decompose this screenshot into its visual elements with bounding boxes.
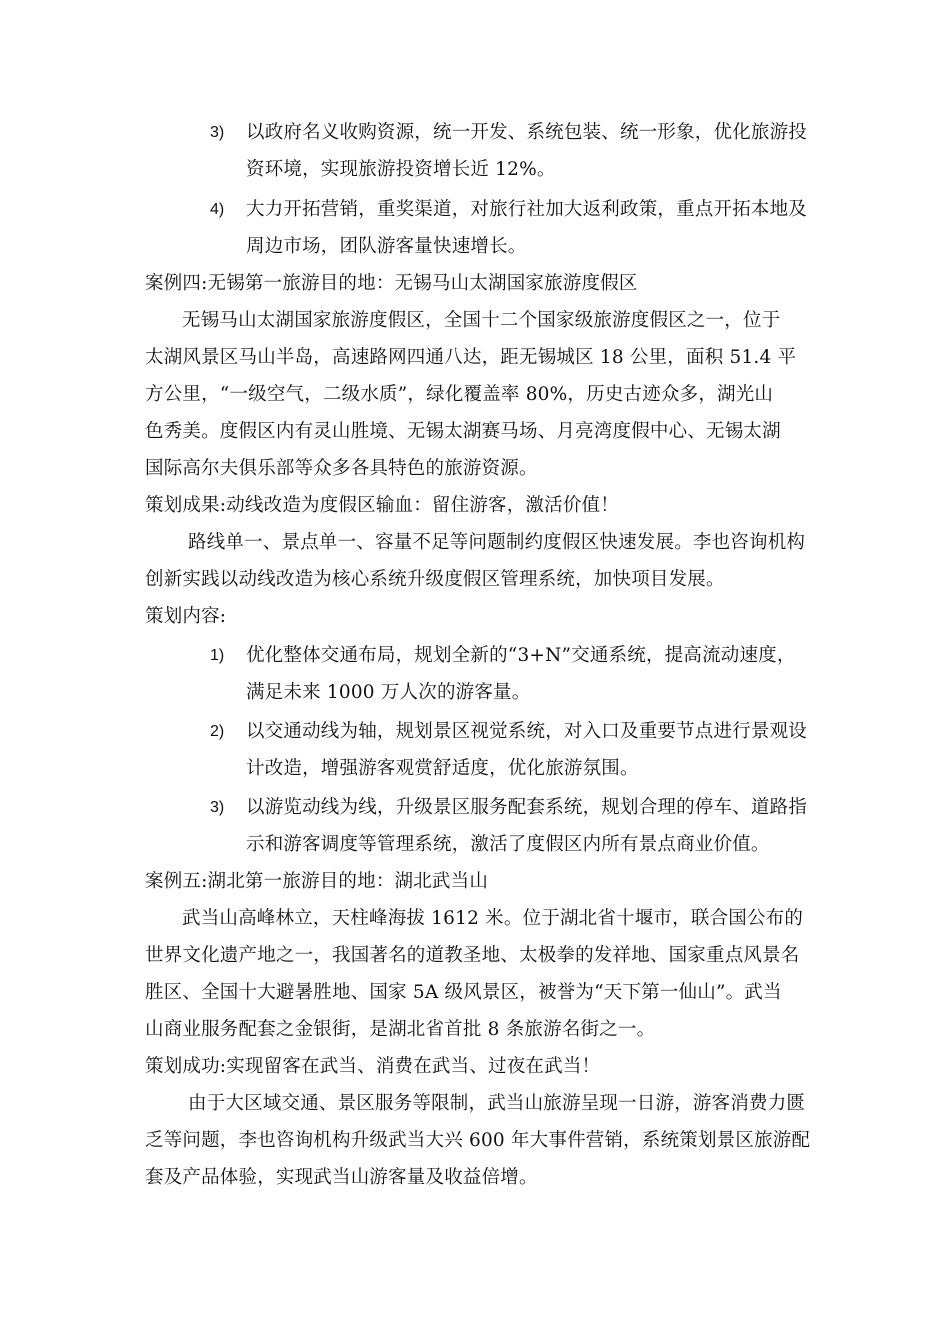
section-heading: 案例四:无锡第一旅游目的地：无锡马山太湖国家旅游度假区 — [145, 273, 638, 294]
list-item-line: 满足未来 1000 万人次的游客量。 — [246, 682, 531, 703]
section-heading: 策划内容: — [145, 606, 227, 627]
paragraph-line: 胜区、全国十大避暑胜地、国家 5A 级风景区，被誉为“天下第一仙山”。武当 — [145, 982, 782, 1003]
list-item-line: 以游览动线为线，升级景区服务配套系统，规划合理的停车、道路指 — [246, 797, 808, 818]
list-item-line: 以交通动线为轴，规划景区视觉系统，对入口及重要节点进行景观设 — [246, 721, 808, 742]
paragraph-line: 国际高尔夫俱乐部等众多各具特色的旅游资源。 — [145, 458, 538, 479]
paragraph-line: 路线单一、景点单一、容量不足等问题制约度假区快速发展。李也咨询机构 — [188, 532, 806, 553]
list-item-line: 计改造，增强游客观赏舒适度，优化旅游氛围。 — [246, 758, 639, 779]
paragraph-line: 无锡马山太湖国家旅游度假区，全国十二个国家级旅游度假区之一，位于 — [182, 310, 781, 331]
list-number: 4) — [210, 201, 225, 218]
list-number: 1) — [210, 647, 225, 664]
section-heading: 案例五:湖北第一旅游目的地：湖北武当山 — [145, 871, 489, 892]
list-number: 2) — [210, 723, 225, 740]
list-item-line: 资环境，实现旅游投资增长近 12%。 — [246, 159, 556, 180]
list-item-line: 优化整体交通布局，规划全新的“3+N”交通系统，提高流动速度， — [246, 645, 796, 666]
section-heading: 策划成果:动线改造为度假区输血：留住游客，激活价值！ — [145, 495, 619, 516]
paragraph-line: 乏等问题，李也咨询机构升级武当大兴 600 年大事件营销，系统策划景区旅游配 — [145, 1130, 811, 1151]
list-number: 3) — [210, 124, 225, 141]
paragraph-line: 套及产品体验，实现武当山游客量及收益倍增。 — [145, 1167, 538, 1188]
paragraph-line: 色秀美。度假区内有灵山胜境、无锡太湖赛马场、月亮湾度假中心、无锡太湖 — [145, 421, 781, 442]
list-item-line: 以政府名义收购资源，统一开发、系统包装、统一形象，优化旅游投 — [246, 122, 808, 143]
list-item-line: 示和游客调度等管理系统，激活了度假区内所有景点商业价值。 — [246, 834, 770, 855]
section-heading: 策划成功:实现留客在武当、消费在武当、过夜在武当！ — [145, 1056, 601, 1077]
paragraph-line: 世界文化遗产地之一，我国著名的道教圣地、太极拳的发祥地、国家重点风景名 — [145, 945, 800, 966]
paragraph-line: 山商业服务配套之金银街，是湖北省首批 8 条旅游名街之一。 — [145, 1019, 656, 1040]
paragraph-line: 太湖风景区马山半岛，高速路网四通八达，距无锡城区 18 公里，面积 51.4 平 — [145, 347, 797, 368]
paragraph-line: 创新实践以动线改造为核心系统升级度假区管理系统，加快项目发展。 — [145, 569, 725, 590]
paragraph-line: 由于大区域交通、景区服务等限制，武当山旅游呈现一日游，游客消费力匮 — [188, 1093, 806, 1114]
paragraph-line: 武当山高峰林立，天柱峰海拔 1612 米。位于湖北省十堰市，联合国公布的 — [182, 908, 804, 929]
list-item-line: 周边市场，团队游客量快速增长。 — [246, 236, 527, 257]
list-number: 3) — [210, 799, 225, 816]
list-item-line: 大力开拓营销，重奖渠道，对旅行社加大返利政策，重点开拓本地及 — [246, 199, 808, 220]
paragraph-line: 方公里，“一级空气，二级水质”，绿化覆盖率 80%，历史古迹众多，湖光山 — [145, 384, 774, 405]
